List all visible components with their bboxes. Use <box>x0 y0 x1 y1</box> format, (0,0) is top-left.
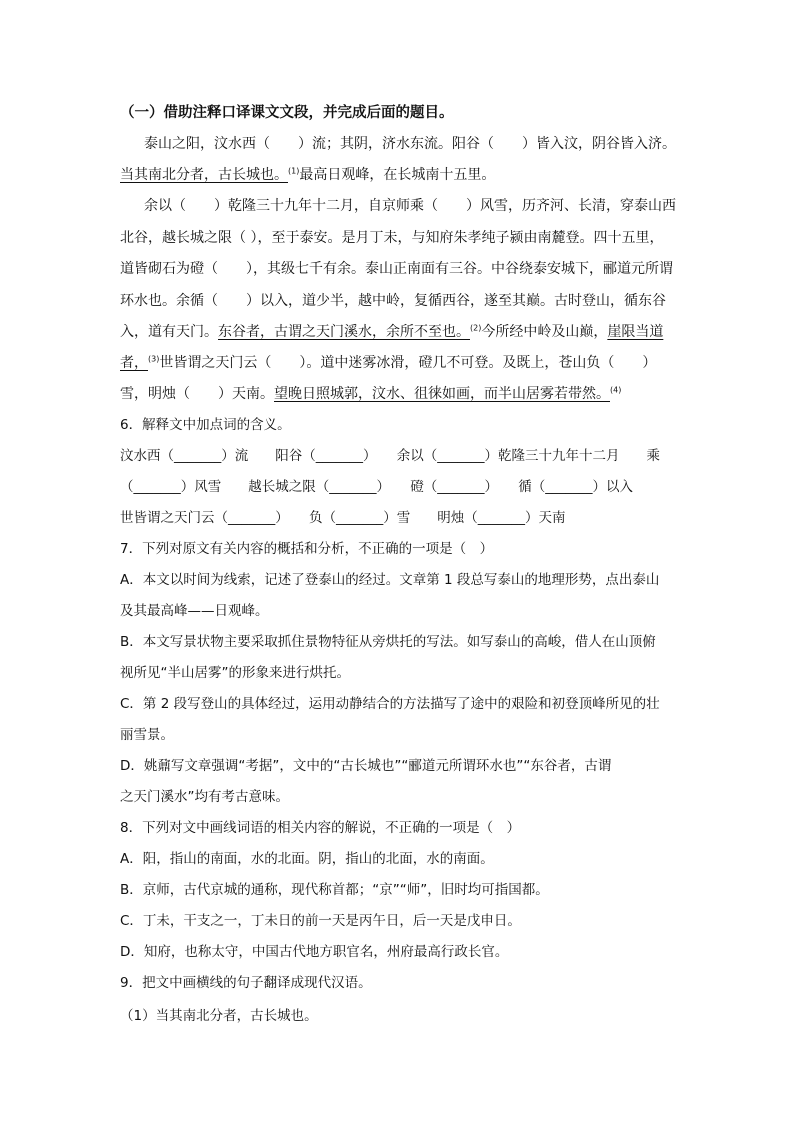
footnote-marker: (3) <box>148 354 160 364</box>
passage-line <box>120 353 680 373</box>
passage-text: 入，道有天门。 <box>120 324 218 340</box>
option-a-cont: 及其最高峰——日观峰。 <box>120 603 269 619</box>
question-6-row: （_______）风雪 越长城之限（_______） 磴（_______） 循（_______）以入 <box>120 479 633 495</box>
footnote-marker: (2) <box>470 323 482 333</box>
underlined-sentence: 望晚日照城郭，汶水、徂徕如画，而半山居雾若带然。 <box>274 386 610 402</box>
option-d: D．知府，也称太守，中国古代地方职官名，州府最高行政长官。 <box>120 944 509 960</box>
option-c-cont: 丽雪景。 <box>120 727 174 743</box>
underlined-sentence: 者， <box>120 355 148 371</box>
passage-text: 世皆谓之天门云（ ）。道中迷雾冰滑，磴几不可登。及既上，苍山负（ ） <box>159 355 657 371</box>
option-b: B．本文写景状物主要采取抓住景物特征从旁烘托的写法。如写泰山的高峻，借人在山顶俯 <box>120 634 656 650</box>
passage-text: 最高日观峰，在长城南十五里。 <box>299 167 496 183</box>
option-c: C．丁未，干支之一，丁未日的前一天是丙午日，后一天是戊申日。 <box>120 913 521 929</box>
footnote-marker: (4) <box>610 385 622 395</box>
passage-line <box>120 165 680 185</box>
section-title: （一）借助注释口译课文文段，并完成后面的题目。 <box>120 105 454 121</box>
passage-text: 雪，明烛（ ）天南。 <box>120 386 274 402</box>
question-6-stem: 6．解释文中加点词的含义。 <box>120 417 291 433</box>
passage-line: 泰山之阳，汶水西（ ）流；其阴，济水东流。阳谷（ ）皆入汶，阴谷皆入济。 <box>144 136 676 152</box>
passage-line <box>120 384 680 404</box>
option-c: C．第 2 段写登山的具体经过，运用动静结合的方法描写了途中的艰险和初登顶峰所见的壮 <box>120 696 660 712</box>
option-d: D．姚鼐写文章强调“考据”，文中的“古长城也”“郦道元所谓环水也”“东谷者，古谓 <box>120 758 612 774</box>
question-8-stem: 8．下列对文中画线词语的相关内容的解说，不正确的一项是（ ） <box>120 820 521 836</box>
option-b-cont: 视所见“半山居雾”的形象来进行烘托。 <box>120 665 350 681</box>
question-9-sentence: （1）当其南北分者，古长城也。 <box>120 1008 318 1024</box>
option-a: A．本文以时间为线索，记述了登泰山的经过。文章第 1 段总写泰山的地理形势，点出泰山 <box>120 572 660 588</box>
question-6-row: 汶水西（_______）流 阳谷（_______） 余以（_______）乾隆三十九年十二月 乘 <box>120 448 660 464</box>
underlined-sentence: 崖限当道 <box>607 324 664 340</box>
question-7-stem: 7．下列对原文有关内容的概括和分析，不正确的一项是（ ） <box>120 541 494 557</box>
underlined-sentence: 东谷者，古谓之天门溪水，余所不至也。 <box>218 324 470 340</box>
passage-line: 环水也。余循（ ）以入，道少半，越中岭，复循西谷，遂至其巅。古时登山，循东谷 <box>120 293 666 309</box>
option-d-cont: 之天门溪水”均有考古意味。 <box>120 789 289 805</box>
passage-line: 道皆砌石为磴（ ），其级七千有余。泰山正南面有三谷。中谷绕泰安城下，郦道元所谓 <box>120 261 673 277</box>
option-a: A．阳，指山的南面，水的北面。阴，指山的北面，水的南面。 <box>120 851 494 867</box>
question-6-row: 世皆谓之天门云（_______） 负（_______）雪 明烛（_______）天南 <box>120 510 566 526</box>
passage-line: 北谷，越长城之限（ ），至于泰安。是月丁未，与知府朱孝纯子颍由南麓登。四十五里， <box>120 230 664 246</box>
footnote-marker: (1) <box>288 166 300 176</box>
passage-line <box>120 322 680 342</box>
passage-line: 余以（ ）乾隆三十九年十二月，自京师乘（ ）风雪，历齐河、长清，穿泰山西 <box>144 198 676 214</box>
underlined-sentence: 当其南北分者，古长城也。 <box>120 167 288 183</box>
passage-text: 今所经中岭及山巅， <box>481 324 608 340</box>
option-b: B．京师，古代京城的通称，现代称首都；“京”“师”，旧时均可指国都。 <box>120 882 549 898</box>
question-9-stem: 9．把文中画横线的句子翻译成现代汉语。 <box>120 975 372 991</box>
